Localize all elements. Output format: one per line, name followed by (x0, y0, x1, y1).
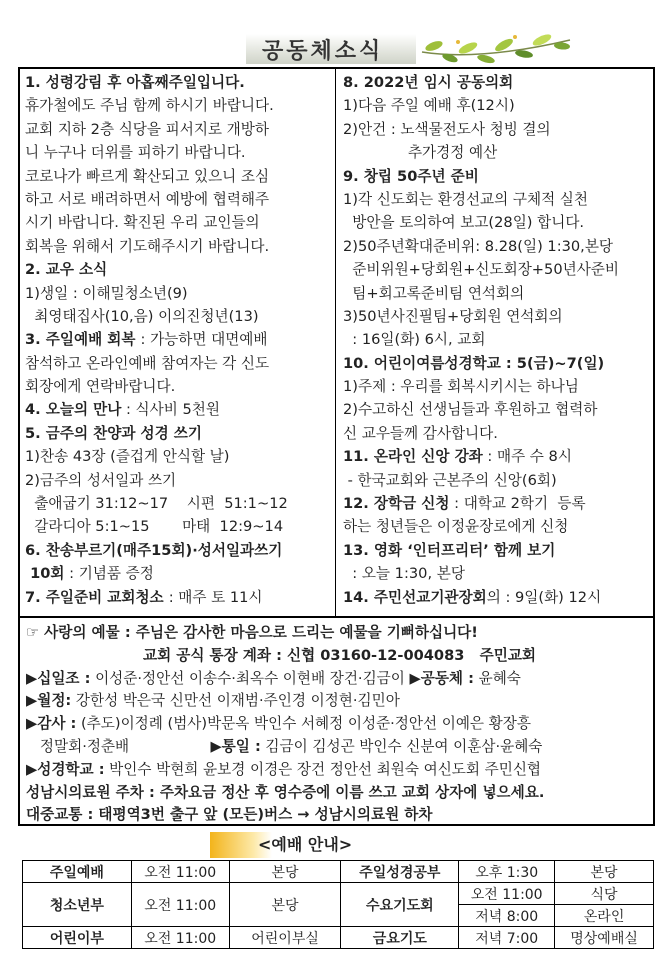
news-heading-detail: : 식사비 5천원 (121, 401, 220, 419)
news-heading (25, 562, 335, 585)
service-name: 금요기도 (341, 927, 459, 949)
news-heading-label: 11. 온라인 신앙 강좌 (343, 448, 483, 466)
news-heading-detail: : 대학교 2학기 등록 (449, 495, 586, 513)
news-line: 3)50년사진필팀+당회원 연석회의 (343, 307, 563, 325)
news-line: 참석하고 온라인예배 참여자는 각 신도 (25, 354, 270, 372)
news-line: 방안을 토의하여 보고(28일) 합니다. (343, 214, 585, 232)
offering-label: ▶십일조 : (26, 669, 91, 687)
news-heading-detail: 의 : 9일(화) 12시 (486, 588, 602, 606)
news-line: 하고 서로 배려하면서 예방에 협력해주 (25, 190, 270, 208)
service-time: 오후 1:30 (459, 861, 555, 883)
service-place: 식당 (555, 883, 654, 905)
news-line: 신 교우들께 감사합니다. (343, 424, 498, 442)
news-heading (25, 398, 335, 421)
news-line: 1)찬송 43장 (즐겁게 안식할 날) (25, 448, 230, 466)
service-name: 청소년부 (23, 883, 132, 927)
news-heading-detail: : 매주 수 8시 (482, 448, 572, 466)
service-name: 수요기도회 (341, 883, 459, 927)
news-line: 1)생일 : 이해밀청소년(9) (25, 284, 188, 302)
news-line: 코로나가 빠르게 확산되고 있으니 조심 (25, 167, 270, 185)
news-left-column (20, 69, 336, 616)
news-heading: 13. 영화 ‘인터프리터’ 함께 보기 (343, 541, 556, 559)
news-heading-label: 4. 오늘의 만나 (25, 401, 122, 419)
news-heading-label: 14. 주민선교기관장회 (343, 588, 487, 606)
offering-label: ▶통일 : (129, 737, 261, 755)
table-row (23, 927, 654, 949)
news-heading: 6. 찬송부르기(매주15회)·성서일과쓰기 (25, 541, 283, 559)
news-line: 최영태집사(10,음) 이의진청년(13) (25, 307, 259, 325)
news-heading-label: 12. 장학금 신청 (343, 495, 450, 513)
news-heading-detail: : 매주 토 11시 (168, 588, 263, 606)
offering-item (26, 690, 653, 713)
news-heading: 10. 어린이여름성경학교 : 5(금)~7(일) (343, 354, 605, 372)
news-line: : 16일(화) 6시, 교회 (343, 331, 486, 349)
offering-names: 윤혜숙 (473, 669, 521, 687)
worship-schedule-table (22, 860, 654, 949)
news-line: 1)주제 : 우리를 회복시키시는 하나님 (343, 378, 579, 396)
offering-item (26, 668, 653, 691)
offering-list (26, 668, 653, 782)
news-line: 회장에게 연락바랍니다. (25, 378, 176, 396)
news-line: 회복을 위해서 기도해주시기 바랍니다. (25, 237, 270, 255)
page-title: 공동체소식 (262, 39, 384, 64)
transit-line: 대중교통 : 태평역3번 출구 앞 (모든)버스 → 성남시의료원 하차 (26, 806, 433, 824)
service-place: 본당 (229, 861, 341, 883)
service-place: 본당 (229, 883, 341, 927)
offering-names: 강한성 박은국 신만선 이재범·주인경 이정현·김민아 (71, 692, 400, 710)
news-line: 교회 지하 2층 식당을 피서지로 개방하 (25, 120, 269, 138)
news-line: 2)안건 : 노색물전도사 청빙 결의 (343, 120, 551, 138)
service-time: 오전 11:00 (131, 927, 229, 949)
service-time: 오전 11:00 (459, 883, 555, 905)
news-line: 니 누구나 더위를 피하기 바랍니다. (25, 144, 246, 162)
offering-label: ▶성경학교 : (26, 760, 105, 778)
news-line: 1)각 신도회는 환경선교의 구체적 실천 (343, 190, 588, 208)
news-line: 2)금주의 성서일과 쓰기 (25, 471, 177, 489)
service-time: 저녁 8:00 (459, 905, 555, 927)
service-time: 오전 11:00 (131, 861, 229, 883)
offering-names: 정말회·정춘배 (26, 737, 130, 755)
offering-item (26, 713, 653, 736)
offering-item (26, 759, 653, 782)
offering-label: ▶감사 : (26, 715, 77, 733)
news-heading (25, 328, 335, 351)
news-line: : 오늘 1:30, 본당 (343, 565, 465, 583)
news-heading: 5. 금주의 찬양과 성경 쓰기 (25, 424, 202, 442)
news-heading (343, 445, 655, 468)
offering-names: 이성준·정안선 이송수·최옥수 이현배 장건·김금이 (90, 669, 410, 687)
news-line: 2)수고하신 선생님들과 후원하고 협력하 (343, 401, 598, 419)
news-line: 2)50주년확대준비위: 8.28(일) 1:30,본당 (343, 237, 614, 255)
service-name: 어린이부 (23, 927, 132, 949)
notice-box (18, 618, 655, 826)
offering-names: 김금이 김성곤 박인수 신분여 이훈삼·윤혜숙 (260, 737, 543, 755)
news-line: - 한국교회와 근본주의 신앙(6회) (343, 471, 557, 489)
offering-names: 박인수 박현희 윤보경 이경은 장건 정안선 최원숙 여신도회 주민신협 (104, 760, 542, 778)
news-line: 갈라디아 5:1~15 마태 12:9~14 (25, 518, 284, 536)
news-line: 휴가철에도 주님 함께 하시기 바랍니다. (25, 97, 274, 115)
news-line: 출애굽기 31:12~17 시편 51:1~12 (25, 495, 288, 513)
news-heading-detail: : 가능하면 대면예배 (140, 331, 268, 349)
news-line: 1)다음 주일 예배 후(12시) (343, 97, 515, 115)
news-box (18, 67, 655, 618)
parking-line: 성남시의료원 주차 : 주차요금 정산 후 영수증에 이름 쓰고 교회 상자에 넣으세요. (26, 783, 545, 801)
service-time: 저녁 7:00 (459, 927, 555, 949)
news-line: 시기 바랍니다. 확진된 우리 교인들의 (25, 214, 260, 232)
service-time: 오전 11:00 (131, 883, 229, 927)
worship-title: <예배 안내> (258, 835, 353, 854)
news-line: 추가경정 예산 (343, 144, 498, 162)
offering-item (26, 736, 653, 759)
news-heading: 2. 교우 소식 (25, 261, 108, 279)
news-heading (25, 586, 335, 609)
news-right-column (336, 69, 655, 616)
service-name: 주일예배 (23, 861, 132, 883)
account-line: 교회 공식 통장 계좌 : 신협 03160-12-004083 주민교회 (142, 646, 537, 664)
news-line: 하는 청년들은 이정윤장로에게 신청 (343, 518, 569, 536)
offering-label: ▶월정: (26, 692, 72, 710)
news-heading: 9. 창립 50주년 준비 (343, 167, 479, 185)
service-place: 명상예배실 (555, 927, 654, 949)
news-heading (343, 586, 655, 609)
header (0, 0, 672, 66)
service-place: 어린이부실 (229, 927, 341, 949)
service-place: 본당 (555, 861, 654, 883)
worship-title-area (210, 828, 462, 858)
service-name: 주일성경공부 (341, 861, 459, 883)
offering-line: ☞ 사랑의 예물 : 주님은 감사한 마음으로 드리는 예물을 기뻐하십니다! (26, 624, 478, 641)
news-heading: 8. 2022년 임시 공동의회 (343, 74, 514, 91)
news-line: 준비위원+당회원+신도회장+50년사준비 (343, 261, 619, 279)
news-heading-detail: : 기념품 증정 (64, 565, 154, 583)
table-row (23, 861, 654, 883)
table-row (23, 883, 654, 905)
leaf-decoration-icon (420, 28, 580, 68)
news-heading (343, 492, 655, 515)
service-place: 온라인 (555, 905, 654, 927)
news-heading-label: 10회 (25, 565, 65, 583)
offering-names: (추도)이정례 (범사)박문옥 박인수 서혜정 이성준·정안선 이예은 황장흥 (76, 715, 531, 733)
offering-label: ▶공동체 : (409, 669, 474, 687)
news-heading: 1. 성령강림 후 아홉째주일입니다. (25, 74, 245, 91)
news-line: 팀+회고록준비팀 연석회의 (343, 284, 525, 302)
news-heading-label: 3. 주일예배 회복 (25, 331, 141, 349)
news-heading-label: 7. 주일준비 교회청소 (25, 588, 169, 606)
